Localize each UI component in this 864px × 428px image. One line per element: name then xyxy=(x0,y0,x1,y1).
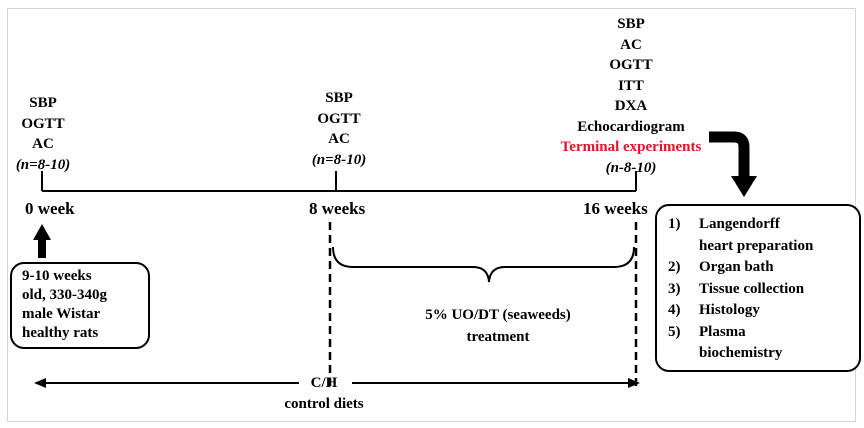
animal-description-box xyxy=(10,262,150,349)
timepoint-8-tests xyxy=(300,88,378,170)
list-text: Langendorff xyxy=(699,216,780,232)
test-label: AC xyxy=(32,136,54,152)
list-item xyxy=(668,279,859,301)
test-label: DXA xyxy=(614,98,648,114)
list-item xyxy=(668,322,859,365)
bent-arrow-icon xyxy=(709,137,757,197)
test-label: SBP xyxy=(325,90,353,106)
animal-description-line: 9-10 weeks xyxy=(22,268,92,284)
list-text: biochemistry xyxy=(699,345,783,361)
list-text: Tissue collection xyxy=(699,280,805,297)
week-label-16: 16 weeks xyxy=(583,199,648,218)
terminal-experiments-list xyxy=(668,214,859,365)
test-label: SBP xyxy=(617,16,645,32)
list-text: Histology xyxy=(699,302,760,318)
treatment-line: 5% UO/DT (seaweeds) xyxy=(425,307,571,323)
test-label: Echocardiogram xyxy=(577,118,685,135)
diet-line: control diets xyxy=(284,396,364,412)
animal-description-line: male Wistar xyxy=(22,306,101,322)
test-label: OGTT xyxy=(317,110,361,127)
list-item xyxy=(668,300,859,322)
list-number: 4) xyxy=(668,302,681,318)
up-arrow-icon xyxy=(33,224,51,258)
list-number: 3) xyxy=(668,280,681,297)
treatment-label xyxy=(398,304,598,348)
sample-size: (n-8-10) xyxy=(605,159,657,176)
timepoint-16-tests xyxy=(550,14,712,178)
week-label-8: 8 weeks xyxy=(309,199,366,218)
animal-description-line: healthy rats xyxy=(22,325,99,341)
diet-line: C/H xyxy=(310,375,338,391)
list-text: Plasma xyxy=(699,323,746,340)
list-text: heart preparation xyxy=(699,237,814,254)
treatment-brace xyxy=(333,247,634,282)
test-label: OGTT xyxy=(609,57,653,73)
test-label: OGTT xyxy=(21,115,65,132)
diet-label xyxy=(254,373,394,415)
test-label: ITT xyxy=(618,77,644,94)
sample-size: (n=8-10) xyxy=(15,156,71,173)
test-label: AC xyxy=(328,131,350,147)
list-number: 5) xyxy=(668,323,681,340)
week-label-0: 0 week xyxy=(25,199,75,218)
animal-description-line: old, 330-340g xyxy=(22,287,108,303)
test-label: AC xyxy=(620,36,642,53)
sample-size: (n=8-10) xyxy=(311,151,367,168)
timepoint-0-tests xyxy=(8,93,78,175)
list-number: 2) xyxy=(668,259,681,275)
test-label: SBP xyxy=(29,95,57,111)
treatment-line: treatment xyxy=(466,329,530,345)
list-item xyxy=(668,214,859,257)
list-text: Organ bath xyxy=(699,259,774,275)
list-number: 1) xyxy=(668,216,681,232)
terminal-experiments-label: Terminal experiments xyxy=(560,139,702,155)
list-item xyxy=(668,257,859,279)
terminal-experiments-box xyxy=(655,204,861,372)
